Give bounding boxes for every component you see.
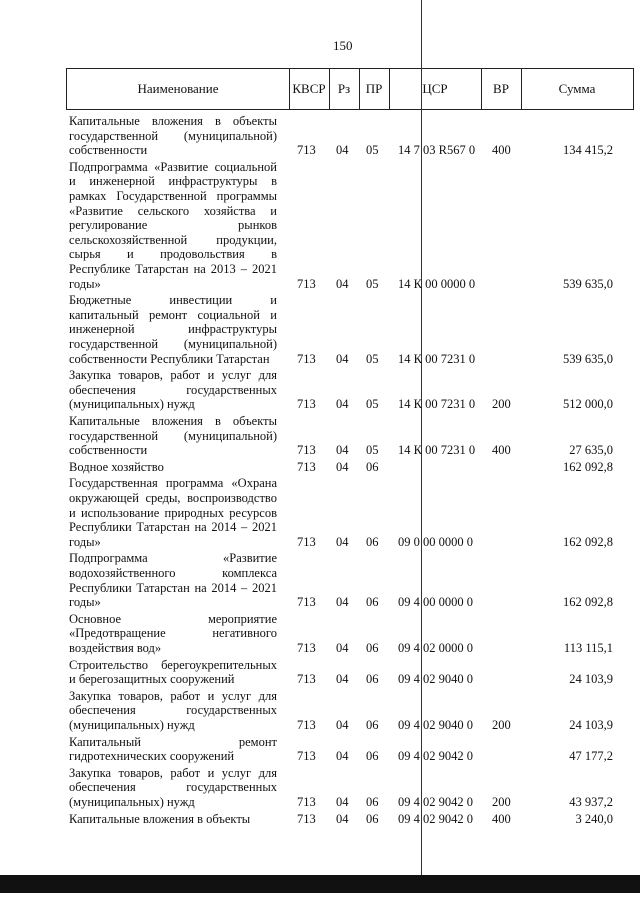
row-kvsr: 713 — [297, 351, 316, 366]
row-name-line: годы» — [69, 595, 101, 610]
row-pr: 06 — [366, 595, 379, 610]
row-vr: 400 — [492, 143, 511, 158]
row-name-line: Капитальные вложения в объекты — [69, 811, 251, 826]
table-row — [0, 812, 640, 827]
row-pr: 05 — [366, 443, 379, 458]
row-name-line: и использование природных ресурсов — [69, 505, 277, 520]
row-name-line: Строительство берегоукрепительных — [69, 657, 277, 672]
row-name — [69, 658, 277, 687]
row-name-line: Республики Татарстан на 2014 – 2021 — [69, 580, 277, 595]
table-row — [0, 160, 640, 291]
row-sum: 539 635,0 — [563, 276, 613, 291]
table-header — [66, 68, 634, 110]
row-name-line: собственности — [69, 443, 148, 458]
row-name-line: государственной (муниципальной) — [69, 336, 277, 351]
row-name-line: Капитальные вложения в объекты — [69, 414, 277, 428]
table-row — [0, 551, 640, 609]
row-pr: 05 — [366, 143, 379, 158]
row-sum: 24 103,9 — [569, 717, 613, 732]
row-csr: 09 4 02 9040 0 — [398, 672, 473, 687]
table-row — [0, 293, 640, 366]
row-name-line: Государственная программа «Охрана — [69, 476, 277, 491]
row-pr: 06 — [366, 749, 379, 764]
row-kvsr: 713 — [297, 672, 316, 687]
row-name — [69, 735, 277, 764]
row-pr: 06 — [366, 794, 379, 809]
row-vr: 400 — [492, 443, 511, 458]
row-name-line: Основное мероприятие — [69, 611, 277, 626]
row-rz: 04 — [336, 749, 349, 764]
scan-bottom-edge — [0, 875, 640, 893]
row-pr: 06 — [366, 672, 379, 687]
header-csr: ЦСР — [422, 81, 448, 96]
row-pr: 05 — [366, 397, 379, 412]
row-vr: 200 — [492, 794, 511, 809]
row-name-line: Подпрограмма «Развитие социальной — [69, 159, 277, 174]
row-rz: 04 — [336, 811, 349, 826]
row-kvsr: 713 — [297, 749, 316, 764]
row-csr: 14 К 00 7231 0 — [398, 397, 476, 412]
table-row — [0, 689, 640, 733]
row-kvsr: 713 — [297, 534, 316, 549]
table-row — [0, 414, 640, 458]
row-sum: 162 092,8 — [563, 595, 613, 610]
row-vr: 200 — [492, 397, 511, 412]
row-vr: 200 — [492, 717, 511, 732]
row-rz: 04 — [336, 143, 349, 158]
row-sum: 43 937,2 — [569, 794, 613, 809]
row-sum: 539 635,0 — [563, 351, 613, 366]
row-name-line: Капитальный ремонт — [69, 734, 277, 749]
row-csr: 09 4 02 9042 0 — [398, 749, 473, 764]
row-rz: 04 — [336, 717, 349, 732]
row-csr: 09 4 02 9042 0 — [398, 794, 473, 809]
row-name-line: Капитальные вложения в объекты — [69, 114, 277, 128]
row-name-line: и инженерной инфраструктуры в — [69, 174, 277, 189]
row-pr: 06 — [366, 640, 379, 655]
row-rz: 04 — [336, 595, 349, 610]
row-kvsr: 713 — [297, 459, 316, 474]
row-kvsr: 713 — [297, 276, 316, 291]
table-row — [0, 476, 640, 549]
row-name-line: годы» — [69, 534, 101, 549]
header-name: Наименование — [137, 81, 219, 96]
row-name-line: «Развитие сельского хозяйства и — [69, 203, 277, 218]
row-name — [69, 812, 277, 827]
row-name — [69, 551, 277, 609]
table-row — [0, 766, 640, 810]
header-pr: ПР — [365, 81, 383, 96]
header-kvsr: КВСР — [292, 81, 326, 96]
table-row — [0, 612, 640, 656]
table-row — [0, 460, 640, 475]
table-row — [0, 735, 640, 764]
row-name-line: воздействия вод» — [69, 640, 162, 655]
page-number: 150 — [333, 38, 353, 53]
row-pr: 06 — [366, 717, 379, 732]
row-csr: 09 0 00 0000 0 — [398, 534, 473, 549]
row-csr: 09 4 02 9040 0 — [398, 717, 473, 732]
row-name-line: (муниципальных) нужд — [69, 794, 195, 809]
row-name-line: Водное хозяйство — [69, 459, 164, 474]
row-csr: 14 К 00 0000 0 — [398, 276, 476, 291]
row-name-line: государственной (муниципальной) — [69, 428, 277, 443]
row-name — [69, 612, 277, 656]
row-name-line: собственности Республики Татарстан — [69, 351, 270, 366]
row-rz: 04 — [336, 534, 349, 549]
row-pr: 06 — [366, 811, 379, 826]
row-name — [69, 368, 277, 412]
row-pr: 05 — [366, 276, 379, 291]
row-kvsr: 713 — [297, 397, 316, 412]
row-name-line: и берегозащитных сооружений — [69, 672, 235, 687]
row-rz: 04 — [336, 397, 349, 412]
row-name-line: (муниципальных) нужд — [69, 717, 195, 732]
row-name-line: собственности — [69, 143, 148, 158]
row-name — [69, 160, 277, 291]
row-name-line: капитальный ремонт социальной и — [69, 307, 277, 322]
row-name-line: инженерной инфраструктуры — [69, 322, 277, 337]
row-name — [69, 414, 277, 458]
row-pr: 05 — [366, 351, 379, 366]
row-rz: 04 — [336, 443, 349, 458]
row-kvsr: 713 — [297, 143, 316, 158]
row-kvsr: 713 — [297, 794, 316, 809]
row-name-line: регулирование рынков — [69, 218, 277, 233]
row-name-line: сырья и продовольствия в — [69, 247, 277, 262]
table-row — [0, 658, 640, 687]
row-name-line: Закупка товаров, работ и услуг для — [69, 688, 277, 703]
row-name-line: обеспечения государственных — [69, 703, 277, 718]
row-name-line: (муниципальных) нужд — [69, 397, 195, 412]
row-name-line: Закупка товаров, работ и услуг для — [69, 368, 277, 383]
row-sum: 162 092,8 — [563, 534, 613, 549]
row-rz: 04 — [336, 351, 349, 366]
row-name-line: обеспечения государственных — [69, 780, 277, 795]
row-kvsr: 713 — [297, 811, 316, 826]
row-sum: 162 092,8 — [563, 459, 613, 474]
row-name-line: водохозяйственного комплекса — [69, 565, 277, 580]
row-name — [69, 114, 277, 158]
row-name-line: окружающей среды, воспроизводство — [69, 490, 277, 505]
row-csr: 09 4 02 0000 0 — [398, 640, 473, 655]
row-vr: 400 — [492, 811, 511, 826]
row-sum: 27 635,0 — [569, 443, 613, 458]
row-name-line: Подпрограмма «Развитие — [69, 551, 277, 566]
row-sum: 3 240,0 — [575, 811, 613, 826]
row-name-line: государственной (муниципальной) — [69, 128, 277, 143]
row-kvsr: 713 — [297, 640, 316, 655]
row-pr: 06 — [366, 534, 379, 549]
row-name — [69, 293, 277, 366]
row-name-line: обеспечения государственных — [69, 382, 277, 397]
row-rz: 04 — [336, 794, 349, 809]
row-rz: 04 — [336, 672, 349, 687]
row-kvsr: 713 — [297, 717, 316, 732]
row-name-line: «Предотвращение негативного — [69, 626, 277, 641]
row-csr: 14 К 00 7231 0 — [398, 351, 476, 366]
row-sum: 47 177,2 — [569, 749, 613, 764]
row-name — [69, 766, 277, 810]
row-name-line: сельскохозяйственной продукции, — [69, 232, 277, 247]
row-csr: 09 4 00 0000 0 — [398, 595, 473, 610]
row-csr: 14 К 00 7231 0 — [398, 443, 476, 458]
row-sum: 512 000,0 — [563, 397, 613, 412]
row-sum: 24 103,9 — [569, 672, 613, 687]
row-csr: 14 7 03 R567 0 — [398, 143, 476, 158]
row-name-line: Республики Татарстан на 2014 – 2021 — [69, 520, 277, 535]
row-name-line: годы» — [69, 276, 101, 291]
row-rz: 04 — [336, 459, 349, 474]
row-name-line: Закупка товаров, работ и услуг для — [69, 765, 277, 780]
row-name-line: Бюджетные инвестиции и — [69, 293, 277, 308]
header-sum: Сумма — [558, 81, 596, 96]
row-csr: 09 4 02 9042 0 — [398, 811, 473, 826]
header-vr: ВР — [493, 81, 509, 96]
table-row — [0, 368, 640, 412]
row-name — [69, 460, 277, 475]
row-rz: 04 — [336, 276, 349, 291]
row-kvsr: 713 — [297, 443, 316, 458]
row-kvsr: 713 — [297, 595, 316, 610]
row-pr: 06 — [366, 459, 379, 474]
table-row — [0, 114, 640, 158]
header-rz: Рз — [337, 81, 351, 96]
row-sum: 113 115,1 — [563, 640, 613, 655]
row-sum: 134 415,2 — [563, 143, 613, 158]
row-name — [69, 476, 277, 549]
row-name-line: рамках Государственной программы — [69, 188, 277, 203]
row-name-line: Республике Татарстан на 2013 – 2021 — [69, 261, 277, 276]
row-name-line: гидротехнических сооружений — [69, 749, 235, 764]
row-name — [69, 689, 277, 733]
row-rz: 04 — [336, 640, 349, 655]
